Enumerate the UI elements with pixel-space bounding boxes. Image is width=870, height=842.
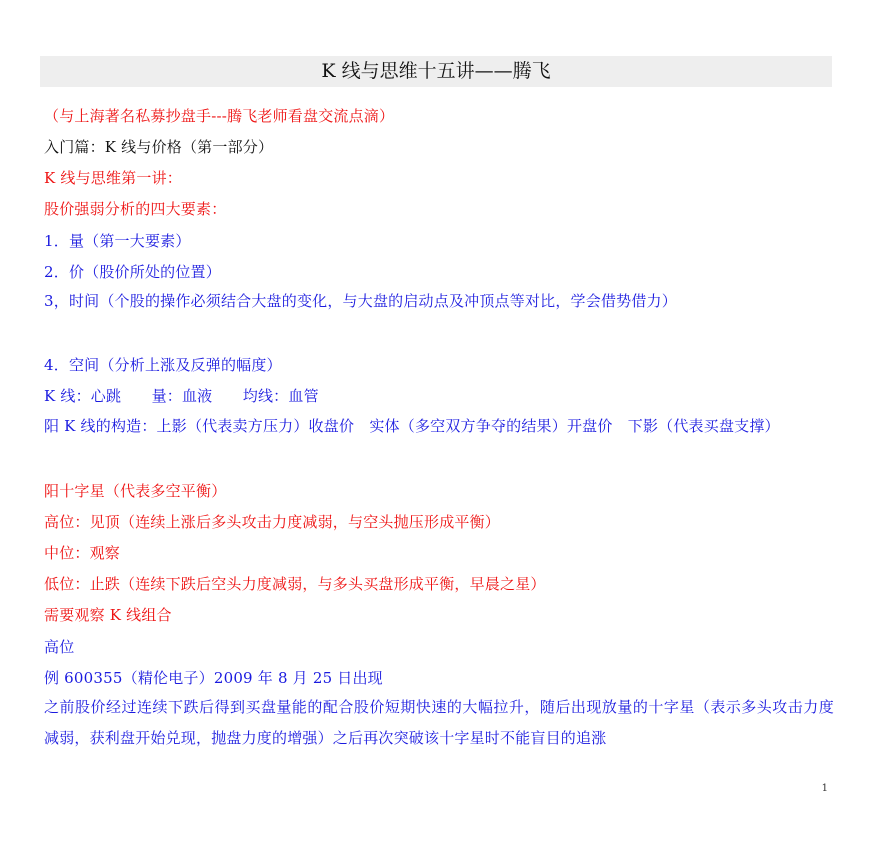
high-position: 高位：见顶（连续上涨后多头攻击力度减弱，与空头抛压形成平衡） xyxy=(44,513,501,531)
mid-position: 中位：观察 xyxy=(44,544,121,562)
factor-volume: 1．量（第一大要素） xyxy=(44,232,191,250)
factor-time: 3，时间（个股的操作必须结合大盘的变化，与大盘的启动点及冲顶点等对比，学会借势借力） xyxy=(44,292,677,310)
document-title: K 线与思维十五讲——腾飞 xyxy=(40,56,832,87)
low-position: 低位：止跌（连续下跌后空头力度减弱，与多头买盘形成平衡，早晨之星） xyxy=(44,575,546,593)
example-description: 之前股价经过连续下跌后得到买盘量能的配合股价短期快速的大幅拉升，随后出现放量的十字星（表示多头攻击力度减弱，获利盘开始兑现，抛盘力度的增强）之后再次突破该十字星时不能盲目的追涨 xyxy=(44,698,834,747)
example-line: 例 600355（精伦电子）2009 年 8 月 25 日出现 xyxy=(44,669,383,687)
factor-price: 2．价（股价所处的位置） xyxy=(44,263,221,281)
four-factors-heading: 股价强弱分析的四大要素： xyxy=(44,200,227,218)
intro-heading: 入门篇：K 线与价格（第一部分） xyxy=(44,138,274,156)
subtitle-note: （与上海著名私募抄盘手---腾飞老师看盘交流点滴） xyxy=(44,107,395,125)
k-line-combo: 需要观察 K 线组合 xyxy=(44,606,172,624)
high-label: 高位 xyxy=(44,638,75,656)
page-number: 1 xyxy=(821,783,828,794)
yang-cross-star: 阳十字星（代表多空平衡） xyxy=(44,482,227,500)
k-line-analogy: K 线：心跳 量：血液 均线：血管 xyxy=(44,387,319,405)
lecture-heading: K 线与思维第一讲： xyxy=(44,169,182,187)
factor-space: 4．空间（分析上涨及反弹的幅度） xyxy=(44,356,282,374)
yang-k-structure: 阳 K 线的构造：上影（代表卖方压力）收盘价 实体（多空双方争夺的结果）开盘价 下影（代表买盘支撑） xyxy=(44,417,780,435)
